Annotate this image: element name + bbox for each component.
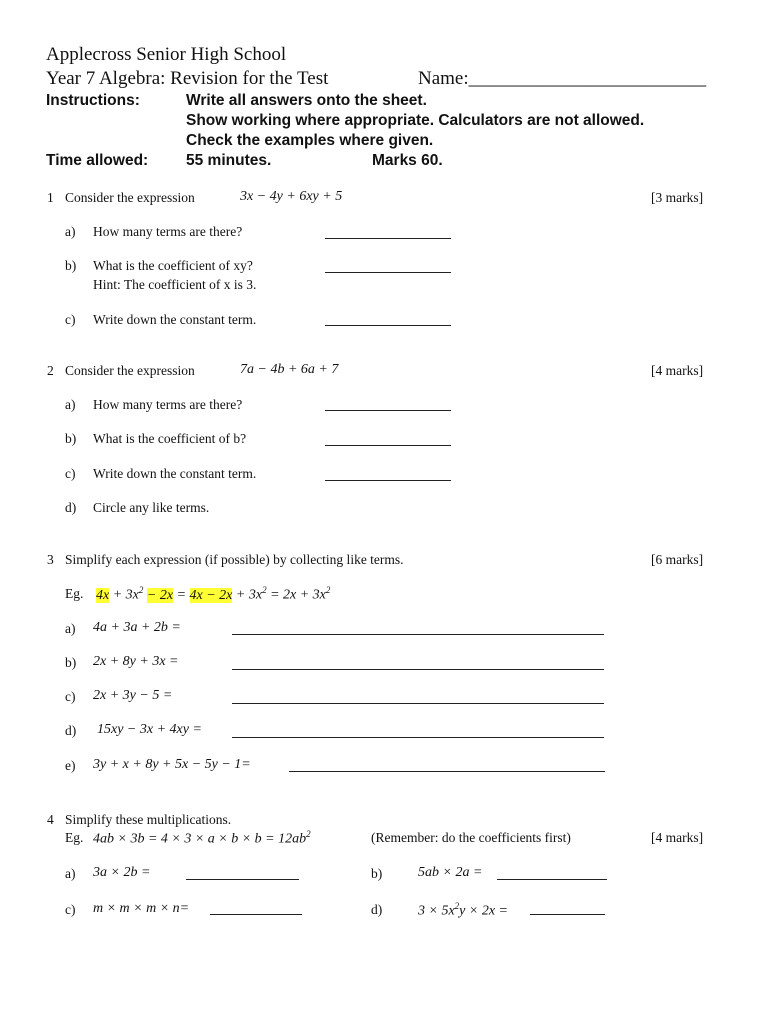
- q1a-text: How many terms are there?: [93, 224, 243, 239]
- q2d-label: d): [65, 500, 77, 515]
- q4-reminder: (Remember: do the coefficients first): [371, 830, 571, 845]
- q4c-label: c): [65, 902, 76, 917]
- q3b-expression: 2x + 8y + 3x =: [93, 654, 179, 669]
- q1b-text: What is the coefficient of xy?: [93, 258, 253, 273]
- q2a-label: a): [65, 397, 76, 412]
- q1a-label: a): [65, 224, 76, 239]
- q3a-label: a): [65, 621, 76, 636]
- q3e-expression: 3y + x + 8y + 5x − 5y − 1=: [93, 757, 251, 772]
- school-name: Applecross Senior High School: [46, 44, 287, 65]
- q2c-text: Write down the constant term.: [93, 466, 257, 481]
- q4a-expression: 3a × 2b =: [93, 865, 151, 880]
- q3c-label: c): [65, 689, 76, 704]
- q4b-answer-line[interactable]: [497, 879, 607, 880]
- q1c-answer-line[interactable]: [325, 325, 451, 326]
- q4d-label: d): [371, 902, 383, 917]
- q2-expression: 7a − 4b + 6a + 7: [240, 362, 339, 377]
- time-allowed-label: Time allowed:: [46, 152, 149, 169]
- q3d-answer-line[interactable]: [232, 737, 604, 738]
- q1c-label: c): [65, 312, 76, 327]
- q4-example-expression: $4ab \times 3b = 4 \times 3 \times a \times b \times b = 12ab^2$: [93, 829, 311, 847]
- q2-marks: [4 marks]: [651, 363, 704, 378]
- q2-number: 2: [47, 363, 54, 378]
- q3d-label: d): [65, 723, 77, 738]
- q1b-hint: Hint: The coefficient of x is 3.: [93, 277, 257, 292]
- q1-expression: 3x − 4y + 6xy + 5: [240, 189, 343, 204]
- q2b-answer-line[interactable]: [325, 445, 451, 446]
- q4-number: 4: [47, 812, 54, 827]
- q4d-answer-line[interactable]: [530, 914, 605, 915]
- q4b-expression: 5ab × 2a =: [418, 865, 483, 880]
- q3e-label: e): [65, 758, 76, 773]
- time-allowed-value: 55 minutes.: [186, 152, 272, 169]
- instruction-line-3: Check the examples where given.: [186, 132, 434, 149]
- q3b-label: b): [65, 655, 77, 670]
- q1b-label: b): [65, 258, 77, 273]
- q4b-label: b): [371, 866, 383, 881]
- q4c-answer-line[interactable]: [210, 914, 302, 915]
- q3-text: Simplify each expression (if possible) by collecting like terms.: [65, 552, 404, 567]
- q3b-answer-line[interactable]: [232, 669, 604, 670]
- q1a-answer-line[interactable]: [325, 238, 451, 239]
- instruction-line-2: Show working where appropriate. Calculators are not allowed.: [186, 112, 645, 129]
- q2a-answer-line[interactable]: [325, 410, 451, 411]
- q3c-answer-line[interactable]: [232, 703, 604, 704]
- q1-marks: [3 marks]: [651, 190, 704, 205]
- total-marks: Marks 60.: [372, 152, 443, 169]
- q1-number: 1: [47, 190, 54, 205]
- instructions-label: Instructions:: [46, 92, 140, 109]
- q2b-text: What is the coefficient of b?: [93, 431, 247, 446]
- q2c-label: c): [65, 466, 76, 481]
- q1c-text: Write down the constant term.: [93, 312, 257, 327]
- q3-marks: [6 marks]: [651, 552, 704, 567]
- q3a-answer-line[interactable]: [232, 634, 604, 635]
- q4d-expression: $3 \times 5x^2y \times 2x$ =: [418, 901, 508, 919]
- q3-example-expression: $4x + 3x^2 - 2x = 4x - 2x + 3x^2 = 2x + 3x^2$: [96, 585, 331, 603]
- q2c-answer-line[interactable]: [325, 480, 451, 481]
- q3e-answer-line[interactable]: [289, 771, 605, 772]
- q1-text: Consider the expression: [65, 190, 195, 205]
- name-field[interactable]: Name:_________________________: [418, 68, 707, 89]
- q4-marks: [4 marks]: [651, 830, 704, 845]
- q4c-expression: m × m × m × n=: [93, 901, 190, 916]
- q2d-text: Circle any like terms.: [93, 500, 210, 515]
- q3c-expression: 2x + 3y − 5 =: [93, 688, 173, 703]
- q3a-expression: 4a + 3a + 2b =: [93, 620, 181, 635]
- instruction-line-1: Write all answers onto the sheet.: [186, 92, 427, 109]
- q4-text: Simplify these multiplications.: [65, 812, 232, 827]
- q4a-label: a): [65, 866, 76, 881]
- q2b-label: b): [65, 431, 77, 446]
- q2a-text: How many terms are there?: [93, 397, 243, 412]
- q1b-answer-line[interactable]: [325, 272, 451, 273]
- q3d-expression: 15xy − 3x + 4xy =: [97, 722, 202, 737]
- q3-number: 3: [47, 552, 54, 567]
- worksheet-subtitle: Year 7 Algebra: Revision for the Test: [46, 68, 329, 89]
- q4a-answer-line[interactable]: [186, 879, 299, 880]
- q2-text: Consider the expression: [65, 363, 195, 378]
- q3-example-label: Eg.: [65, 586, 84, 601]
- q4-example-label: Eg.: [65, 830, 84, 845]
